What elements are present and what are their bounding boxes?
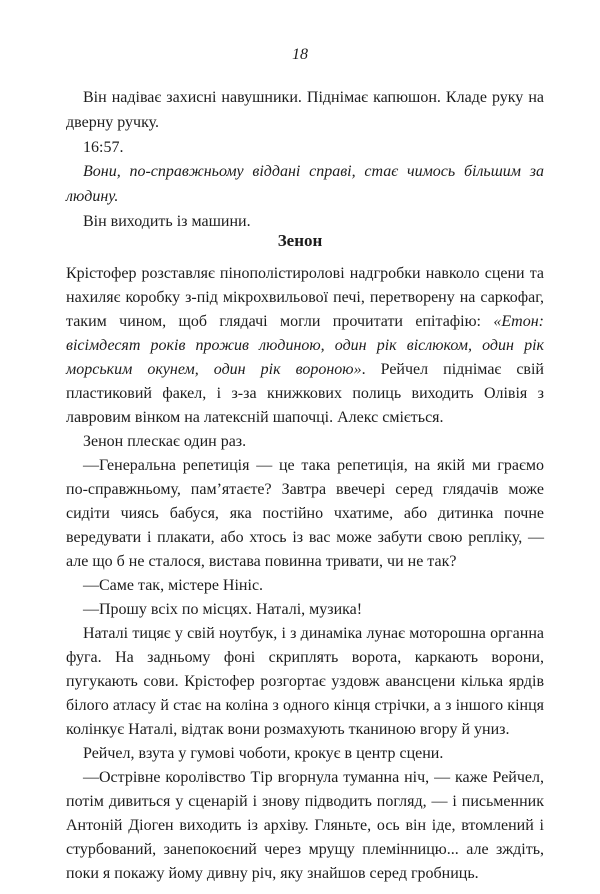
paragraph-time: 16:57. (83, 138, 124, 156)
paragraph: Зенон плескає один раз. (83, 433, 247, 450)
dialogue-paragraph: —Саме так, містере Нініс. (83, 577, 264, 594)
paragraph: Наталі тицяє у свій ноутбук, і з динаміка лунає моторошна органна фуга. На задньому фоні скриплять ворота, каркають ворони, пугукають сови. Крістофер розгортає уздовж авансцени кілька ярдів білого атласу й стає на коліна з одного кінця стрічки, а з іншого кінця колінкує Наталі, відтак вони розмахують тканиною вгору й униз. (66, 625, 544, 738)
italic-line: Вони, по-справжньому віддані справі, стає чимось більшим за людину. (66, 163, 544, 206)
paragraph: Рейчел, взута у гумові чоботи, крокує в центр сцени. (83, 745, 444, 762)
text-run: . Рейчел піднімає свій пластиковий факел, і з-за книжкових полиць виходить Олівія з лавровим вінком на латексній шапочці. Алекс сміється. (66, 361, 544, 426)
section-heading: Зенон (277, 231, 323, 250)
paragraph (66, 262, 544, 430)
dialogue-paragraph: —Прошу всіх по місцях. Наталі, музика! (83, 601, 363, 618)
dialogue-paragraph: —Генеральна репетиція — це така репетиція, на якій ми граємо по-справжньому, пам’ятаєте? Завтра ввечері серед глядачів може сидіти чиясь бабуся, яка постійно чхатиме, або дитинка почне вередувати і плакати, або хтось із вас може забути свою репліку, — але що б не сталося, вистава повинна тривати, чи не так? (66, 457, 544, 570)
text-run: Крістофер розставляє пінополістиролові надгробки навколо сцени та нахиляє коробку з-під мікрохвильової печі, перетворену на саркофаг, таким чином, щоб глядачі могли прочитати епітафію: (66, 265, 544, 330)
main-section (66, 262, 544, 886)
paragraph: Він виходить із машини. (83, 212, 251, 230)
page-number: 18 (292, 46, 308, 63)
dialogue-paragraph: —Острівне королівство Тір вгорнула туманна ніч, — каже Рейчел, потім дивиться у сценарій і знову підводить погляд, — і письменник Антоній Діоген виходить із архіву. Гляньте, ось він іде, втомлений і стурбований, занепокоєний через мрущу племінницю... але зждіть, поки я покажу йому дивну річ, яку знайшов серед гробниць. (66, 769, 544, 882)
paragraph-italic (66, 160, 544, 210)
top-section (66, 86, 544, 235)
epitaph-italic: «Етон: вісімдесят років прожив людиною, один рік віслюком, один рік морським окунем, один рік вороною» (66, 313, 544, 378)
paragraph: Він надіває захисні навушники. Піднімає капюшон. Кладе руку на дверну ручку. (66, 89, 544, 131)
